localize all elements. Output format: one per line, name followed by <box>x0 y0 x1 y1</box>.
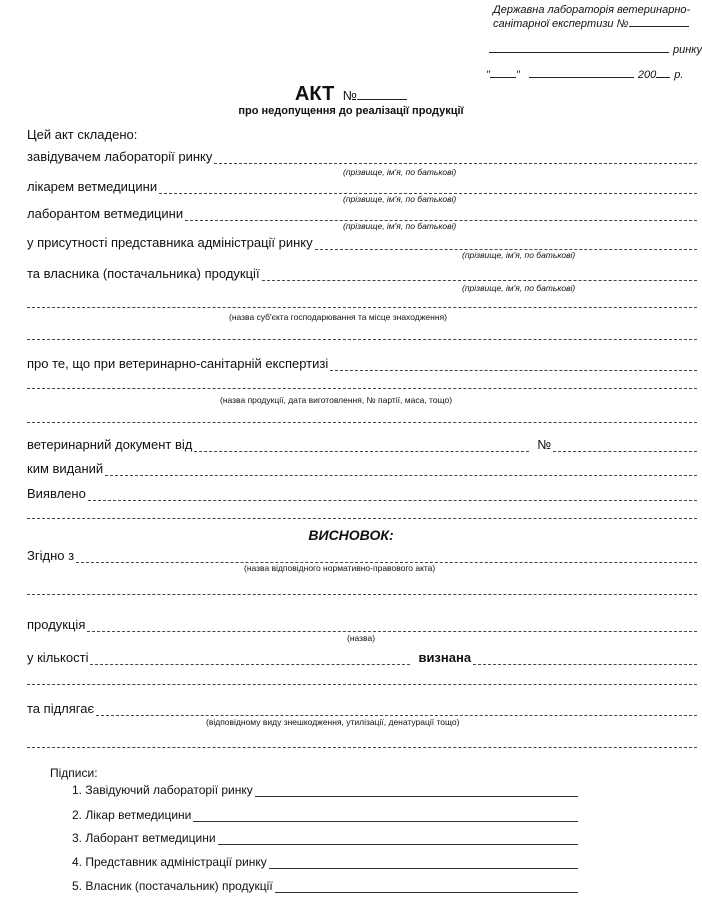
found-label: Виявлено <box>27 486 86 501</box>
head-lab-row <box>27 146 697 164</box>
subject-to-label: та підлягає <box>27 701 95 716</box>
signature-label: 4. Представник адміністрації ринку <box>72 855 267 869</box>
owner-row <box>27 263 697 281</box>
admin-rep-field[interactable] <box>315 237 697 250</box>
according-field-2[interactable] <box>27 594 697 595</box>
product-details-field-2[interactable] <box>27 422 697 423</box>
issued-by-field[interactable] <box>105 463 697 476</box>
signature-row <box>72 829 578 845</box>
act-number-field[interactable] <box>357 87 407 100</box>
vet-doctor-row <box>27 176 697 194</box>
head-lab-label: завідувачем лабораторії ринку <box>27 149 213 164</box>
according-field[interactable] <box>76 550 697 563</box>
hint-act: (назва відповідного нормативно-правового акта) <box>244 563 436 573</box>
intro-text: Цей акт складено: <box>27 127 138 142</box>
owner-field[interactable] <box>262 268 697 281</box>
product-field[interactable] <box>87 619 697 632</box>
signature-label: 1. Завідуючий лабораторії ринку <box>72 783 253 797</box>
vet-doctor-label: лікарем ветмедицини <box>27 179 158 194</box>
date-day-field[interactable] <box>490 77 516 78</box>
quantity-label: у кількості <box>27 650 89 665</box>
admin-rep-label: у присутності представника адміністрації ринку <box>27 235 313 250</box>
signature-label: 5. Власник (постачальник) продукції <box>72 879 273 893</box>
signature-row <box>72 806 578 822</box>
found-field-2[interactable] <box>27 518 697 519</box>
signatures-heading: Підписи: <box>50 766 98 780</box>
document-subtitle: про недопущення до реалізації продукції <box>238 105 464 117</box>
vet-doc-no-label: № <box>537 437 552 452</box>
admin-rep-row <box>27 232 697 250</box>
hint-name-2: (прізвище, ім'я, по батькові) <box>343 194 457 204</box>
signature-field[interactable] <box>275 881 578 893</box>
signature-field[interactable] <box>193 810 578 822</box>
date-month-field[interactable] <box>529 77 634 78</box>
hint-name-3: (прізвище, ім'я, по батькові) <box>343 221 457 231</box>
signature-label: 3. Лаборант ветмедицини <box>72 831 216 845</box>
recognized-label: визнана <box>418 650 472 665</box>
according-label: Згідно з <box>27 548 75 563</box>
subject-to-field[interactable] <box>96 703 697 716</box>
lab-assistant-row <box>27 203 697 221</box>
lab-assistant-field[interactable] <box>185 208 697 221</box>
hint-name-4: (прізвище, ім'я, по батькові) <box>462 250 576 260</box>
according-row <box>27 545 697 563</box>
quantity-field[interactable] <box>90 652 410 665</box>
hint-name-1: (прізвище, ім'я, по батькові) <box>343 167 457 177</box>
lab-header-line2: санітарної експертизи № <box>493 18 689 31</box>
document-title: АКТ № <box>0 83 702 106</box>
vet-doc-date-field[interactable] <box>194 439 529 452</box>
signature-label: 2. Лікар ветмедицини <box>72 808 192 822</box>
found-field[interactable] <box>88 488 697 501</box>
entity-field-2[interactable] <box>27 339 697 340</box>
expertise-field[interactable] <box>330 358 697 371</box>
signature-row <box>72 853 578 869</box>
hint-product: (назва продукції, дата виготовлення, № партії, маса, тощо) <box>220 395 453 405</box>
market-line: ринку <box>489 44 702 57</box>
hint-name-5: (прізвище, ім'я, по батькові) <box>462 283 576 293</box>
date-line: " " 200 р. <box>486 69 684 81</box>
product-label: продукція <box>27 617 86 632</box>
signature-row <box>72 781 578 797</box>
date-year-field[interactable] <box>656 77 670 78</box>
vet-doc-label: ветеринарний документ від <box>27 437 193 452</box>
hint-product-name: (назва) <box>347 633 376 643</box>
subject-to-field-2[interactable] <box>27 747 697 748</box>
vet-doc-number-field[interactable] <box>553 439 697 452</box>
issued-by-row <box>27 458 697 476</box>
hint-entity: (назва суб'єкта господарювання та місце знаходження) <box>229 312 447 322</box>
hint-disposal: (відповідному виду знешкодження, утилізації, денатурації тощо) <box>206 717 460 727</box>
signature-row <box>72 877 578 893</box>
quantity-field-2[interactable] <box>27 684 697 685</box>
lab-number-field[interactable] <box>629 26 689 27</box>
expertise-label: про те, що при ветеринарно-санітарній експертизі <box>27 356 329 371</box>
product-details-field[interactable] <box>27 388 697 389</box>
vet-doctor-field[interactable] <box>159 181 697 194</box>
vet-doc-row <box>27 434 697 452</box>
owner-label: та власника (постачальника) продукції <box>27 266 260 281</box>
product-row <box>27 614 697 632</box>
lab-header-line1: Державна лабораторія ветеринарно- <box>493 4 691 16</box>
entity-field[interactable] <box>27 307 697 308</box>
head-lab-field[interactable] <box>214 151 697 164</box>
quantity-row <box>27 647 697 665</box>
recognized-field[interactable] <box>473 652 697 665</box>
signature-field[interactable] <box>255 785 578 797</box>
lab-assistant-label: лаборантом ветмедицини <box>27 206 184 221</box>
market-name-field[interactable] <box>489 52 669 53</box>
signature-field[interactable] <box>218 833 578 845</box>
expertise-row <box>27 353 697 371</box>
subject-to-row <box>27 698 697 716</box>
found-row <box>27 483 697 501</box>
conclusion-title: ВИСНОВОК: <box>308 527 394 543</box>
signature-field[interactable] <box>269 857 578 869</box>
issued-by-label: ким виданий <box>27 461 104 476</box>
